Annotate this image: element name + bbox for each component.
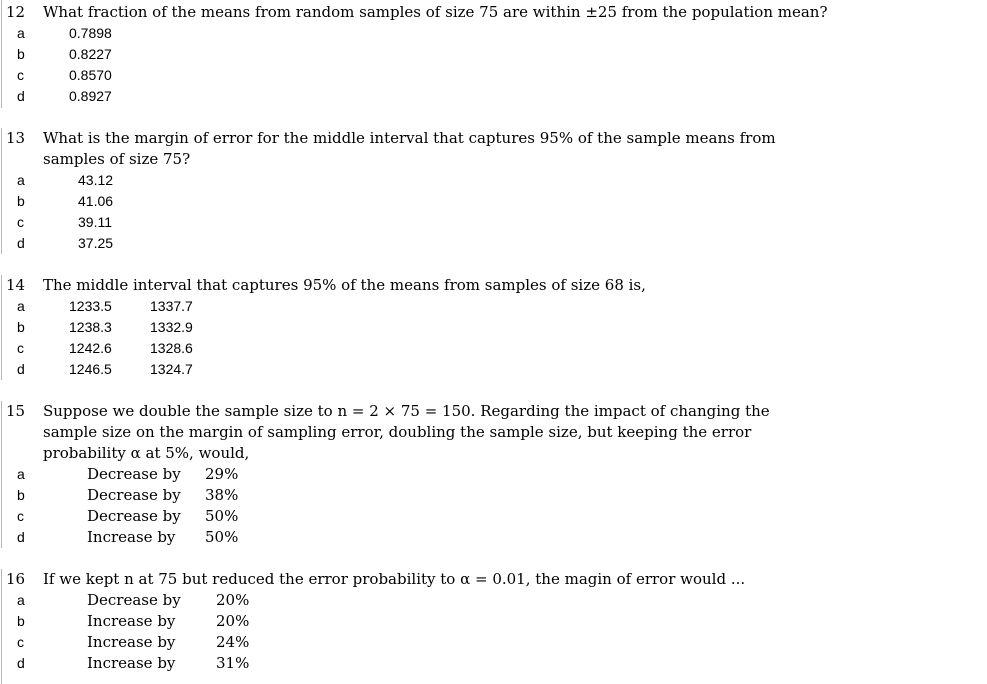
- option-letter: d: [17, 235, 25, 251]
- question-border: [1, 0, 2, 108]
- option-letter: d: [17, 88, 25, 104]
- option-direction: Decrease by: [87, 507, 181, 525]
- option-letter: b: [17, 319, 25, 335]
- option-value: 41.06: [78, 193, 114, 209]
- option-percent: 24%: [216, 633, 250, 651]
- option-direction: Decrease by: [87, 591, 181, 609]
- option-value: 0.7898: [69, 25, 112, 41]
- option-letter: a: [17, 25, 25, 41]
- option-letter: d: [17, 655, 25, 671]
- option-value: 0.8227: [69, 46, 112, 62]
- option-letter: d: [17, 529, 25, 545]
- question-number: 16: [6, 570, 26, 588]
- option-letter: b: [17, 613, 25, 629]
- option-percent: 38%: [205, 486, 239, 504]
- question-border: [1, 275, 2, 380]
- option-percent: 20%: [216, 612, 250, 630]
- question-border: [1, 128, 2, 254]
- option-direction: Decrease by: [87, 465, 181, 483]
- option-percent: 31%: [216, 654, 250, 672]
- option-value: 39.11: [78, 214, 112, 230]
- option-direction: Increase by: [87, 612, 176, 630]
- option-percent: 50%: [205, 528, 239, 546]
- option-upper-bound: 1332.9: [150, 319, 193, 335]
- question-text: What is the margin of error for the middle interval that captures 95% of the sample means from: [43, 129, 776, 147]
- option-value: 0.8927: [69, 88, 112, 104]
- option-letter: a: [17, 592, 25, 608]
- option-letter: a: [17, 466, 25, 482]
- option-letter: d: [17, 361, 25, 377]
- option-lower-bound: 1246.5: [69, 361, 112, 377]
- option-letter: b: [17, 193, 25, 209]
- option-value: 37.25: [78, 235, 114, 251]
- option-letter: b: [17, 487, 25, 503]
- question-number: 13: [6, 129, 26, 147]
- question-text: The middle interval that captures 95% of the means from samples of size 68 is,: [43, 276, 646, 294]
- option-letter: c: [17, 214, 24, 230]
- option-direction: Decrease by: [87, 486, 181, 504]
- option-letter: b: [17, 46, 25, 62]
- option-lower-bound: 1242.6: [69, 340, 112, 356]
- option-direction: Increase by: [87, 654, 176, 672]
- option-percent: 29%: [205, 465, 239, 483]
- question-border: [1, 401, 2, 548]
- option-letter: c: [17, 508, 24, 524]
- option-upper-bound: 1324.7: [150, 361, 193, 377]
- question-number: 12: [6, 3, 26, 21]
- option-value: 43.12: [78, 172, 114, 188]
- option-letter: c: [17, 634, 24, 650]
- option-value: 0.8570: [69, 67, 112, 83]
- option-upper-bound: 1337.7: [150, 298, 193, 314]
- option-letter: a: [17, 298, 25, 314]
- option-lower-bound: 1233.5: [69, 298, 112, 314]
- option-direction: Increase by: [87, 633, 176, 651]
- question-text: Suppose we double the sample size to n = 2 × 75 = 150. Regarding the impact of changing the: [43, 402, 770, 420]
- question-number: 15: [6, 402, 26, 420]
- question-text: What fraction of the means from random samples of size 75 are within ±25 from the population mean?: [43, 3, 828, 21]
- option-direction: Increase by: [87, 528, 176, 546]
- option-letter: c: [17, 67, 24, 83]
- option-percent: 20%: [216, 591, 250, 609]
- question-text: If we kept n at 75 but reduced the error probability to α = 0.01, the magin of error would ...: [43, 570, 746, 588]
- question-text: probability α at 5%, would,: [43, 444, 250, 462]
- question-border: [1, 569, 2, 684]
- option-upper-bound: 1328.6: [150, 340, 193, 356]
- option-lower-bound: 1238.3: [69, 319, 112, 335]
- question-number: 14: [6, 276, 26, 294]
- question-text: samples of size 75?: [43, 150, 191, 168]
- option-letter: c: [17, 340, 24, 356]
- option-letter: a: [17, 172, 25, 188]
- option-percent: 50%: [205, 507, 239, 525]
- question-text: sample size on the margin of sampling error, doubling the sample size, but keeping the error: [43, 423, 752, 441]
